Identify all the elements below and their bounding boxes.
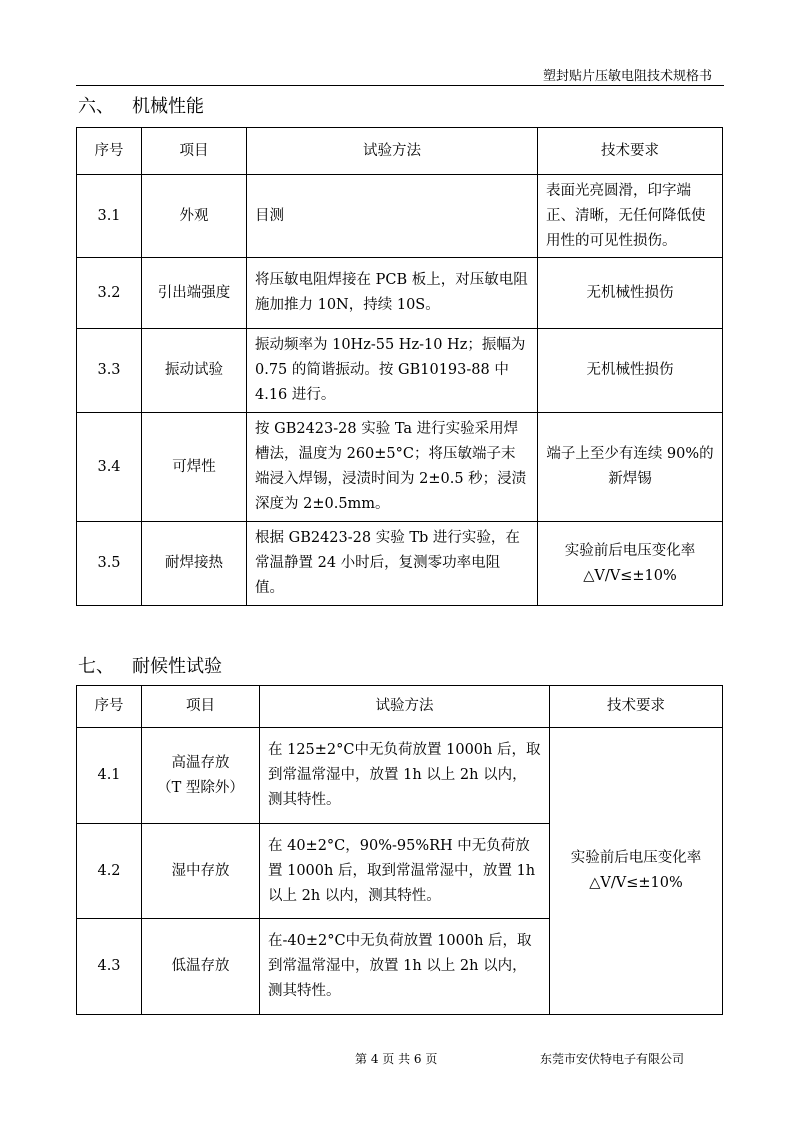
weather-resistance-table xyxy=(76,685,723,1015)
table-row xyxy=(77,258,723,329)
row-no: 4.2 xyxy=(77,824,142,919)
page-number: 第 4 页 共 6 页 xyxy=(355,1052,438,1066)
table-row xyxy=(77,522,723,606)
row-requirement: 实验前后电压变化率△V/V≤±10% xyxy=(538,522,723,606)
row-method: 振动频率为 10Hz-55 Hz-10 Hz；振幅为 0.75 的简谐振动。按 GB10193-88 中 4.16 进行。 xyxy=(247,329,538,413)
row-method: 按 GB2423-28 实验 Ta 进行实验采用焊槽法，温度为 260±5°C；将压敏端子末端浸入焊锡，浸渍时间为 2±0.5 秒；浸渍深度为 2±0.5mm。 xyxy=(247,413,538,522)
table-header-row xyxy=(77,686,723,728)
row-no: 3.1 xyxy=(77,175,142,258)
row-requirement: 表面光亮圆滑，印字端正、清晰，无任何降低使用性的可见性损伤。 xyxy=(538,175,723,258)
row-item: 可焊性 xyxy=(142,413,247,522)
row-method: 目测 xyxy=(247,175,538,258)
row-method: 在 40±2°C，90%-95%RH 中无负荷放置 1000h 后，取到常温常湿中，放置 1h 以上 2h 以内，测其特性。 xyxy=(260,824,550,919)
table-row xyxy=(77,413,723,522)
row-requirement: 端子上至少有连续 90%的新焊锡 xyxy=(538,413,723,522)
row-no: 4.1 xyxy=(77,728,142,824)
mechanical-performance-table xyxy=(76,127,723,606)
row-item: 引出端强度 xyxy=(142,258,247,329)
col-header-item: 项目 xyxy=(142,128,247,175)
section-6-heading xyxy=(78,92,204,118)
row-no: 4.3 xyxy=(77,919,142,1015)
row-no: 3.3 xyxy=(77,329,142,413)
section-6-number: 六、 xyxy=(78,96,114,117)
col-header-requirement: 技术要求 xyxy=(538,128,723,175)
row-method: 在 125±2°C中无负荷放置 1000h 后，取到常温常湿中，放置 1h 以上 2h 以内，测其特性。 xyxy=(260,728,550,824)
row-item: 湿中存放 xyxy=(142,824,260,919)
table-header-row xyxy=(77,128,723,175)
col-header-no: 序号 xyxy=(77,128,142,175)
document-header-title: 塑封贴片压敏电阻技术规格书 xyxy=(542,69,712,84)
row-requirement: 无机械性损伤 xyxy=(538,329,723,413)
col-header-item: 项目 xyxy=(142,686,260,728)
row-method: 根据 GB2423-28 实验 Tb 进行实验，在常温静置 24 小时后，复测零功率电阻值。 xyxy=(247,522,538,606)
col-header-requirement: 技术要求 xyxy=(550,686,723,728)
row-no: 3.2 xyxy=(77,258,142,329)
section-6-title: 机械性能 xyxy=(132,96,204,117)
company-name: 东莞市安伏特电子有限公司 xyxy=(540,1052,685,1066)
row-item xyxy=(142,728,260,824)
section-7-heading xyxy=(78,652,222,678)
shared-requirement: 实验前后电压变化率△V/V≤±10% xyxy=(550,728,723,1015)
col-header-no: 序号 xyxy=(77,686,142,728)
section-7-title: 耐候性试验 xyxy=(132,656,222,677)
row-item: 振动试验 xyxy=(142,329,247,413)
table-row xyxy=(77,728,723,824)
table-row xyxy=(77,175,723,258)
table-row xyxy=(77,329,723,413)
col-header-method: 试验方法 xyxy=(247,128,538,175)
col-header-method: 试验方法 xyxy=(260,686,550,728)
row-no: 3.5 xyxy=(77,522,142,606)
row-item: 耐焊接热 xyxy=(142,522,247,606)
section-7-number: 七、 xyxy=(78,656,114,677)
header-divider xyxy=(76,85,724,86)
row-item: 低温存放 xyxy=(142,919,260,1015)
row-item-note: （T 型除外） xyxy=(157,779,244,796)
row-no: 3.4 xyxy=(77,413,142,522)
row-method: 将压敏电阻焊接在 PCB 板上，对压敏电阻施加推力 10N，持续 10S。 xyxy=(247,258,538,329)
row-requirement: 无机械性损伤 xyxy=(538,258,723,329)
row-method: 在-40±2°C中无负荷放置 1000h 后，取到常温常湿中，放置 1h 以上 2h 以内，测其特性。 xyxy=(260,919,550,1015)
row-item-name: 高温存放 xyxy=(171,754,230,771)
row-item: 外观 xyxy=(142,175,247,258)
